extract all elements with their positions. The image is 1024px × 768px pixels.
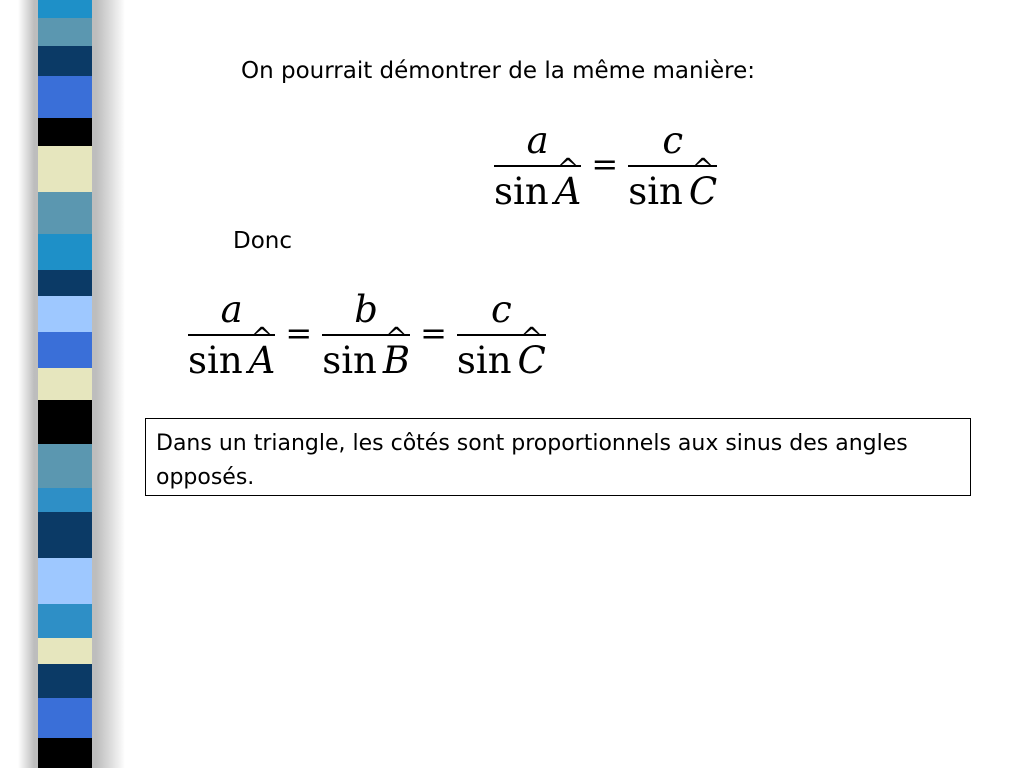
stripe-band (38, 270, 92, 297)
stripe-band (38, 488, 92, 513)
stripe-band (38, 638, 92, 665)
stripe-band (38, 0, 92, 19)
stripe-band (38, 332, 92, 369)
sin-function: sin (494, 169, 549, 213)
numerator: c (662, 119, 684, 162)
equals-sign: = (285, 313, 313, 352)
angle-symbol: ^ A (555, 173, 582, 210)
numerator: a (526, 119, 549, 162)
sin-function: sin (628, 169, 683, 213)
angle-symbol: ^ C (689, 173, 717, 210)
denominator (628, 167, 718, 213)
angle-symbol: ^ A (249, 342, 276, 379)
stripe-band (38, 296, 92, 333)
stripe-band (38, 76, 92, 119)
theorem-text: Dans un triangle, les côtés sont proportionnels aux sinus des angles opposés. (156, 431, 908, 490)
fraction-b-over-sin-b (322, 288, 411, 382)
decorative-stripe (0, 0, 125, 768)
sin-function: sin (322, 338, 377, 382)
equals-sign: = (591, 144, 619, 183)
stripe-band (38, 604, 92, 639)
denominator (322, 336, 411, 382)
stripe-band (38, 192, 92, 235)
equals-sign: = (420, 313, 447, 352)
sin-function: sin (456, 338, 512, 382)
stripe-band (38, 738, 92, 768)
numerator: a (220, 288, 243, 331)
stripe-band (38, 146, 92, 193)
stripe-band (38, 444, 92, 489)
angle-symbol: ^ B (383, 342, 410, 379)
law-of-sines-partial (494, 119, 718, 213)
sin-function: sin (188, 338, 243, 382)
fraction-a-over-sin-a (494, 119, 582, 213)
intro-text: On pourrait démontrer de la même manière: (241, 58, 755, 84)
law-of-sines (188, 288, 546, 382)
fraction-a-over-sin-a (188, 288, 276, 382)
stripe-band (38, 234, 92, 271)
numerator: c (490, 288, 512, 331)
denominator (456, 336, 546, 382)
numerator: b (354, 288, 378, 331)
stripe-band (38, 558, 92, 605)
stripe-band (38, 698, 92, 739)
stripe-band (38, 46, 92, 77)
stripe-band (38, 18, 92, 47)
fraction-c-over-sin-c (456, 288, 546, 382)
stripe-band (38, 512, 92, 559)
donc-label: Donc (233, 228, 293, 254)
denominator (188, 336, 276, 382)
stripe-band (38, 118, 92, 147)
angle-symbol: ^ C (518, 342, 546, 379)
stripe-band (38, 664, 92, 699)
stripe-band (38, 368, 92, 401)
fraction-c-over-sin-c (628, 119, 718, 213)
theorem-box (145, 418, 971, 496)
stripe-band (38, 400, 92, 445)
denominator (494, 167, 582, 213)
